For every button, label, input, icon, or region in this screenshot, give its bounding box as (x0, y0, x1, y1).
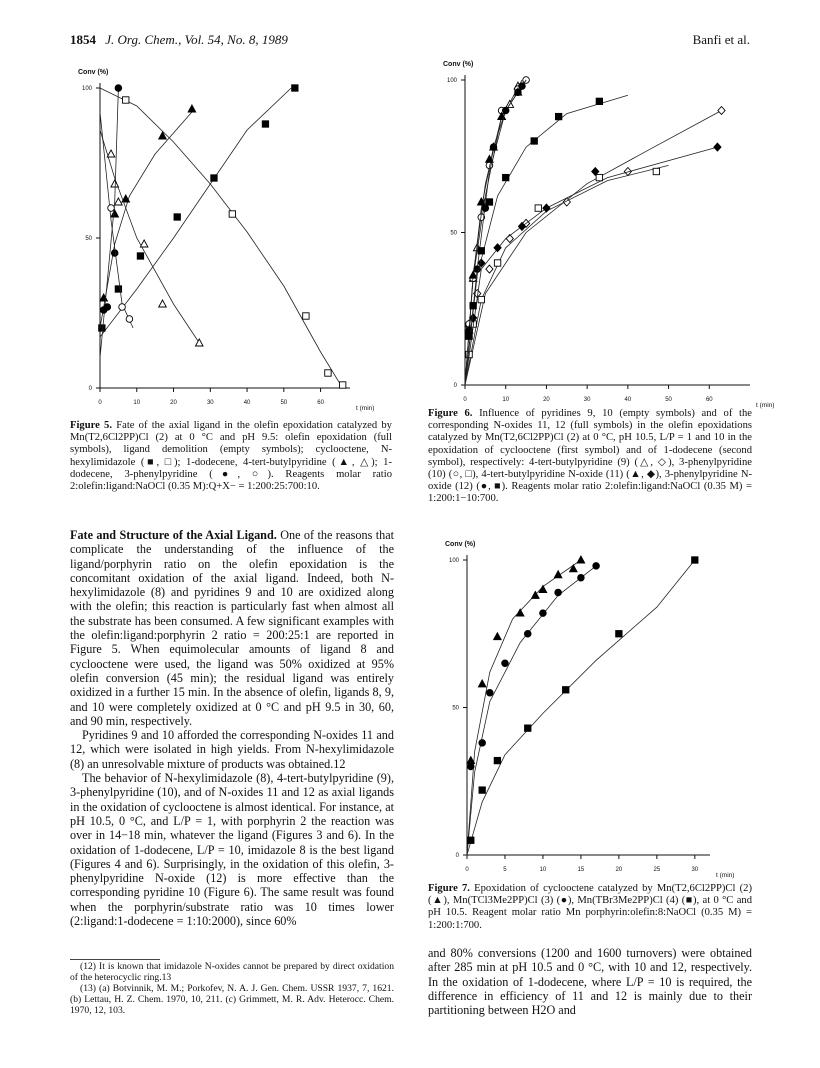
data-point-square (303, 313, 309, 319)
paragraph: and 80% conversions (1200 and 1600 turnovers) were obtained after 285 min at pH 10.5 and 0 °C, with 10 and 12, respectively. In the oxidation of 1-dodecene, where L/P = 10 is required, the difference in efficiency of 11 and 12 is mainly due to their partitioning between H2O and (428, 946, 752, 1018)
data-point-diamond (718, 107, 725, 115)
y-tick-label: 100 (446, 78, 457, 84)
data-point-square (470, 303, 476, 309)
y-axis-label: Conv (%) (445, 541, 476, 548)
series-1 (467, 563, 599, 855)
figure-7-caption-label: Figure 7. (428, 883, 470, 894)
footnote-12: (12) It is known that imidazole N-oxides cannot be prepared by direct oxidation of the heterocyclic ring.13 (70, 961, 394, 984)
data-point-square (596, 174, 602, 180)
figure-5-caption (70, 420, 392, 493)
data-point-circle (524, 630, 531, 637)
x-tick-label: 30 (691, 867, 699, 873)
series-1 (465, 107, 725, 386)
x-tick-label: 20 (615, 867, 623, 873)
series-line (100, 88, 118, 358)
x-tick-label: 10 (502, 397, 510, 403)
data-point-square (466, 333, 472, 339)
data-point-circle (104, 304, 111, 311)
data-point-square (339, 382, 345, 388)
x-axis-label: t (min) (716, 872, 735, 879)
data-point-square (123, 97, 129, 103)
page-number: 1854 (70, 32, 96, 47)
x-tick-label: 5 (503, 867, 507, 873)
y-tick-label: 0 (88, 386, 92, 392)
data-point-triangle (115, 198, 123, 205)
data-point-square (325, 370, 331, 376)
data-point-square (292, 85, 298, 91)
x-tick-label: 0 (463, 397, 467, 403)
data-point-diamond (494, 244, 501, 252)
data-point-square (525, 725, 531, 731)
data-point-square (479, 787, 485, 793)
data-point-circle (578, 574, 585, 581)
data-point-circle (502, 107, 509, 114)
y-tick-label: 50 (450, 230, 457, 237)
data-point-diamond (714, 143, 721, 151)
data-point-triangle (159, 132, 167, 139)
data-point-circle (126, 316, 133, 323)
figure-6-caption-label: Figure 6. (428, 408, 473, 419)
body-text-left (70, 528, 394, 928)
data-point-triangle (570, 565, 578, 572)
paragraph: The behavior of N-hexylimidazole (8), 4-tert-butylpyridine (9), 3-phenylpyridine (10), and of N-oxides 11 and 12 as axial ligands in the oxidation of cyclooctene is almost identical. For instance, at pH 10.5, 0 °C, and L/P = 1, with porphyrin 2 the reaction was over in 14−18 min, whatever the ligand (Figures 3 and 6). In the oxidation of 1-dodecene, L/P = 10, imidazole 8 is the best ligand (Figures 4 and 6). Surprisingly, in the oxidation of this olefin, 3-phenylpyridine N-oxide (12) is more effective than the corresponding pyridine 10 (Figure 6). The same result was found when the porphyrin/substrate ratio was 10 times lower (2:ligand:1-dodecene = 1:10:2000), since 60% (70, 771, 394, 929)
data-point-circle (486, 689, 493, 696)
y-tick-label: 50 (85, 236, 92, 242)
data-point-diamond (486, 265, 493, 273)
y-axis-label: Conv (%) (443, 61, 474, 68)
figure-7-caption-text: Epoxidation of cyclooctene catalyzed by Mn(T2,6Cl2PP)Cl (2) (▲), Mn(TCl3Me2PP)Cl (3) (●), Mn(TBr3Me2PP)Cl (4) (■), at 0 °C and pH 10.5. Reagent molar ratio Mn porphyrin:olefin:8:NaOCl (0.35 M) = 1:200:1:700. (428, 883, 752, 931)
data-point-square (616, 631, 622, 637)
x-tick-label: 20 (543, 397, 550, 403)
figure-6-caption (428, 408, 752, 506)
x-tick-label: 60 (317, 400, 324, 406)
data-point-triangle (140, 240, 148, 247)
series-line (465, 95, 628, 385)
data-point-circle (467, 763, 474, 770)
x-tick-label: 25 (653, 867, 661, 873)
page-header-authors: Banfi et al. (692, 32, 750, 47)
data-point-circle (502, 660, 509, 667)
data-point-square (137, 253, 143, 259)
data-point-square (555, 113, 561, 119)
body-text-right (428, 946, 752, 1017)
data-point-circle (593, 563, 600, 570)
page-header-left (70, 32, 288, 48)
data-point-square (531, 138, 537, 144)
data-point-square (503, 174, 509, 180)
paragraph-text: One of the reasons that complicate the understanding of the influence of the ligand/porphyrin ratio on the olefin epoxidation is the concomitant oxidation of the axial ligand. Indeed, both N-hexylimidazole (8) and pyridines 9 and 10 are oxidized along with the olefin; this reaction is particularly fast when almost all the substrate has been consumed. A few significant examples with the olefin:ligand:porphyrin 2 ratio = 200:25:1 are reported in Figure 5. When equimolecular amounts of ligand 8 and cyclooctene were used, the ligand was 50% oxidized at 95% olefin conversion (45 min); the residual ligand was entirely oxidized in a further 15 min. In the absence of olefin, ligands 8, 9, and 10 were completely oxidized at 0 °C and pH 9.5 in 30, 60, and 90 min, respectively. (70, 528, 394, 728)
data-point-square (468, 837, 474, 843)
footnote-13: (13) (a) Botvinnik, M. M.; Porkofev, N. A. J. Gen. Chem. USSR 1937, 7, 1621. (b) Lettau, H. Z. Chem. 1970, 10, 211. (c) Grimmett, M. R. Adv. Heterocc. Chem. 1970, 12, 103. (70, 983, 394, 1017)
data-point-triangle (494, 633, 502, 640)
paragraph: Pyridines 9 and 10 afforded the corresponding N-oxides 11 and 12, which were isolated in high yields. From N-hexylimidazole (8) an unresolvable mixture of products was obtained.12 (70, 728, 394, 771)
footnotes (70, 961, 394, 1016)
figure-6-chart (440, 55, 785, 410)
data-point-circle (479, 740, 486, 747)
data-point-square (563, 687, 569, 693)
y-tick-label: 0 (453, 383, 457, 389)
series-0 (467, 556, 585, 855)
journal-citation: J. Org. Chem., Vol. 54, No. 8, 1989 (105, 32, 288, 47)
section-title: Fate and Structure of the Axial Ligand. (70, 528, 277, 542)
data-point-square (494, 260, 500, 266)
data-point-circle (115, 85, 122, 92)
data-point-square (478, 296, 484, 302)
data-point-square (692, 557, 698, 563)
x-tick-label: 0 (98, 400, 102, 406)
data-point-diamond (543, 204, 550, 212)
data-point-triangle (188, 105, 196, 112)
data-point-circle (108, 205, 115, 212)
data-point-square (99, 325, 105, 331)
data-point-circle (490, 144, 497, 151)
data-point-square (211, 175, 217, 181)
data-point-circle (119, 304, 126, 311)
x-tick-label: 40 (243, 400, 251, 406)
figure-5-caption-label: Figure 5. (70, 420, 112, 431)
x-tick-label: 30 (583, 397, 591, 403)
data-point-triangle (195, 339, 203, 346)
figure-5-chart (60, 58, 405, 413)
series-line (467, 560, 581, 855)
paragraph (70, 528, 394, 728)
data-point-triangle (478, 680, 486, 687)
data-point-square (494, 757, 500, 763)
data-point-square (174, 214, 180, 220)
x-tick-label: 50 (665, 397, 672, 403)
series-line (465, 80, 526, 385)
data-point-triangle (532, 591, 540, 598)
data-point-square (653, 168, 659, 174)
series-2 (465, 77, 529, 385)
data-point-triangle (467, 757, 475, 764)
series-2 (100, 105, 196, 328)
data-point-circle (555, 589, 562, 596)
data-point-square (478, 248, 484, 254)
y-tick-label: 0 (455, 853, 459, 859)
data-point-circle (519, 83, 526, 90)
data-point-square (596, 98, 602, 104)
data-point-square (535, 205, 541, 211)
series-0 (99, 85, 298, 337)
x-tick-label: 60 (705, 397, 713, 403)
x-tick-label: 30 (206, 400, 214, 406)
x-axis-label: t (min) (756, 402, 775, 409)
series-line (467, 560, 695, 855)
series-7 (465, 95, 628, 385)
data-point-square (229, 211, 235, 217)
series-4 (465, 80, 526, 385)
y-tick-label: 100 (448, 558, 459, 564)
x-tick-label: 50 (280, 400, 288, 406)
x-tick-label: 40 (624, 397, 632, 403)
figure-6-caption-text: Influence of pyridines 9, 10 (empty symbols) and of the corresponding N-oxides 11, 12 (full symbols) in the olefin epoxidations catalyzed by Mn(T2,6Cl2PP)Cl (2) at 0 °C, pH 10.5, L/P = 1 and 10 in the epoxidation of cyclooctene (first symbol) and of 1-dodecene (second symbol), respectively: 4-tert-butylpyridine (9) (△, ◇), 3-phenylpyridine (10) (○, □), 4-tert-butylpyridine N-oxide (11) (▲, ◆), 3-phenylpyridine N-oxide (12) (●, ■). Reagents molar ratio 2:olefin:ligand:NaOCl (0.35 M) = 1:200:1−10:700. (428, 408, 752, 505)
data-point-square (262, 121, 268, 127)
series-line (465, 80, 526, 385)
series-line (467, 566, 596, 855)
data-point-triangle (111, 180, 119, 187)
data-point-circle (482, 205, 489, 212)
series-3 (100, 130, 203, 346)
y-tick-label: 100 (81, 86, 92, 92)
data-point-square (486, 199, 492, 205)
x-tick-label: 15 (577, 867, 585, 873)
series-line (465, 111, 722, 386)
data-point-triangle (516, 609, 524, 616)
series-line (465, 80, 526, 385)
data-point-circle (540, 610, 547, 617)
y-axis-label: Conv (%) (78, 69, 109, 76)
data-point-triangle (159, 300, 167, 307)
series-6 (465, 80, 526, 385)
data-point-circle (515, 89, 522, 96)
x-axis-label: t (min) (356, 405, 375, 412)
series-line (100, 130, 199, 343)
x-tick-label: 0 (465, 867, 469, 873)
data-point-triangle (107, 150, 115, 157)
series-line (465, 147, 717, 385)
data-point-triangle (577, 556, 585, 563)
figure-7-chart (440, 522, 740, 882)
x-tick-label: 20 (170, 400, 177, 406)
footnote-rule (70, 959, 160, 960)
figure-7-caption (428, 883, 752, 932)
series-2 (467, 557, 698, 855)
x-tick-label: 10 (133, 400, 141, 406)
y-tick-label: 50 (452, 705, 459, 712)
x-tick-label: 10 (539, 867, 547, 873)
figure-5-caption-text: Fate of the axial ligand in the olefin epoxidation catalyzed by Mn(T2,6Cl2PP)Cl (2) at 0 °C and pH 9.5: olefin epoxidation (full symbols), ligand demolition (empty symbols); cyclooctene, N-hexylimidazole (■, □); 1-dodecene, 4-tert-butylpyridine (▲, △); 1-dodecene, 3-phenylpyridine (●, ○). Reagents molar ratio 2:olefin:ligand:NaOCl (0.35 M):Q+X− = 1:200:25:700:10. (70, 420, 392, 493)
